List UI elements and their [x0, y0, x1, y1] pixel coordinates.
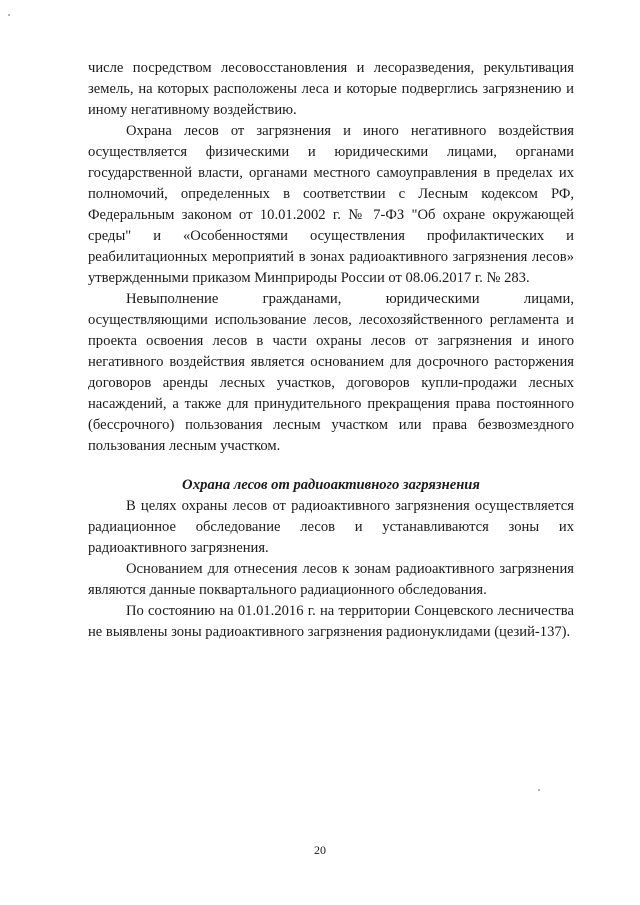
- page-number: 20: [314, 843, 326, 857]
- paragraph-continuation: числе посредством лесовосстановления и лесоразведения, рекультивация земель, на которых расположены леса и которые подверглись загрязнению и иному негативному воздействию.: [88, 60, 574, 118]
- paragraph-zone-basis: Основанием для отнесения лесов к зонам радиоактивного загрязнения являются данные поквартального радиационного обследования.: [88, 561, 574, 598]
- scan-speck: [538, 789, 540, 791]
- scan-speck: [8, 14, 10, 16]
- paragraph-status-2016: По состоянию на 01.01.2016 г. на территории Сонцевского лесничества не выявлены зоны радиоактивного загрязнения радионуклидами (цезий-137).: [88, 603, 574, 640]
- paragraph-forest-protection: Охрана лесов от загрязнения и иного негативного воздействия осуществляется физическими и юридическими лицами, органами государственной власти, органами местного самоуправления в пределах их полномочий, определенных в соответствии с Лесным кодексом РФ, Федеральным законом от 10.01.2002 г. № 7-ФЗ "Об охране окружающей среды" и «Особенностями осуществления профилактических и реабилитационных мероприятий в зонах радиоактивного загрязнения лесов» утвержденными приказом Минприроды России от 08.06.2017 г. № 283.: [88, 123, 574, 286]
- section-heading: Охрана лесов от радиоактивного загрязнения: [182, 477, 480, 493]
- paragraph-noncompliance: Невыполнение гражданами, юридическими лицами, осуществляющими использование лесов, лесохозяйственного регламента и проекта освоения лесов в части охраны лесов от загрязнения и иного негативного воздействия является основанием для досрочного расторжения договоров аренды лесных участков, договоров купли-продажи лесных насаждений, а также для принудительного прекращения права постоянного (бессрочного) пользования лесным участком или права безвозмездного пользования лесным участком.: [88, 291, 574, 454]
- body-text-lower: [88, 496, 574, 643]
- paragraph-radiation-survey: В целях охраны лесов от радиоактивного загрязнения осуществляется радиационное обследование лесов и устанавливаются зоны их радиоактивного загрязнения.: [88, 498, 574, 556]
- body-text-upper: [88, 58, 574, 457]
